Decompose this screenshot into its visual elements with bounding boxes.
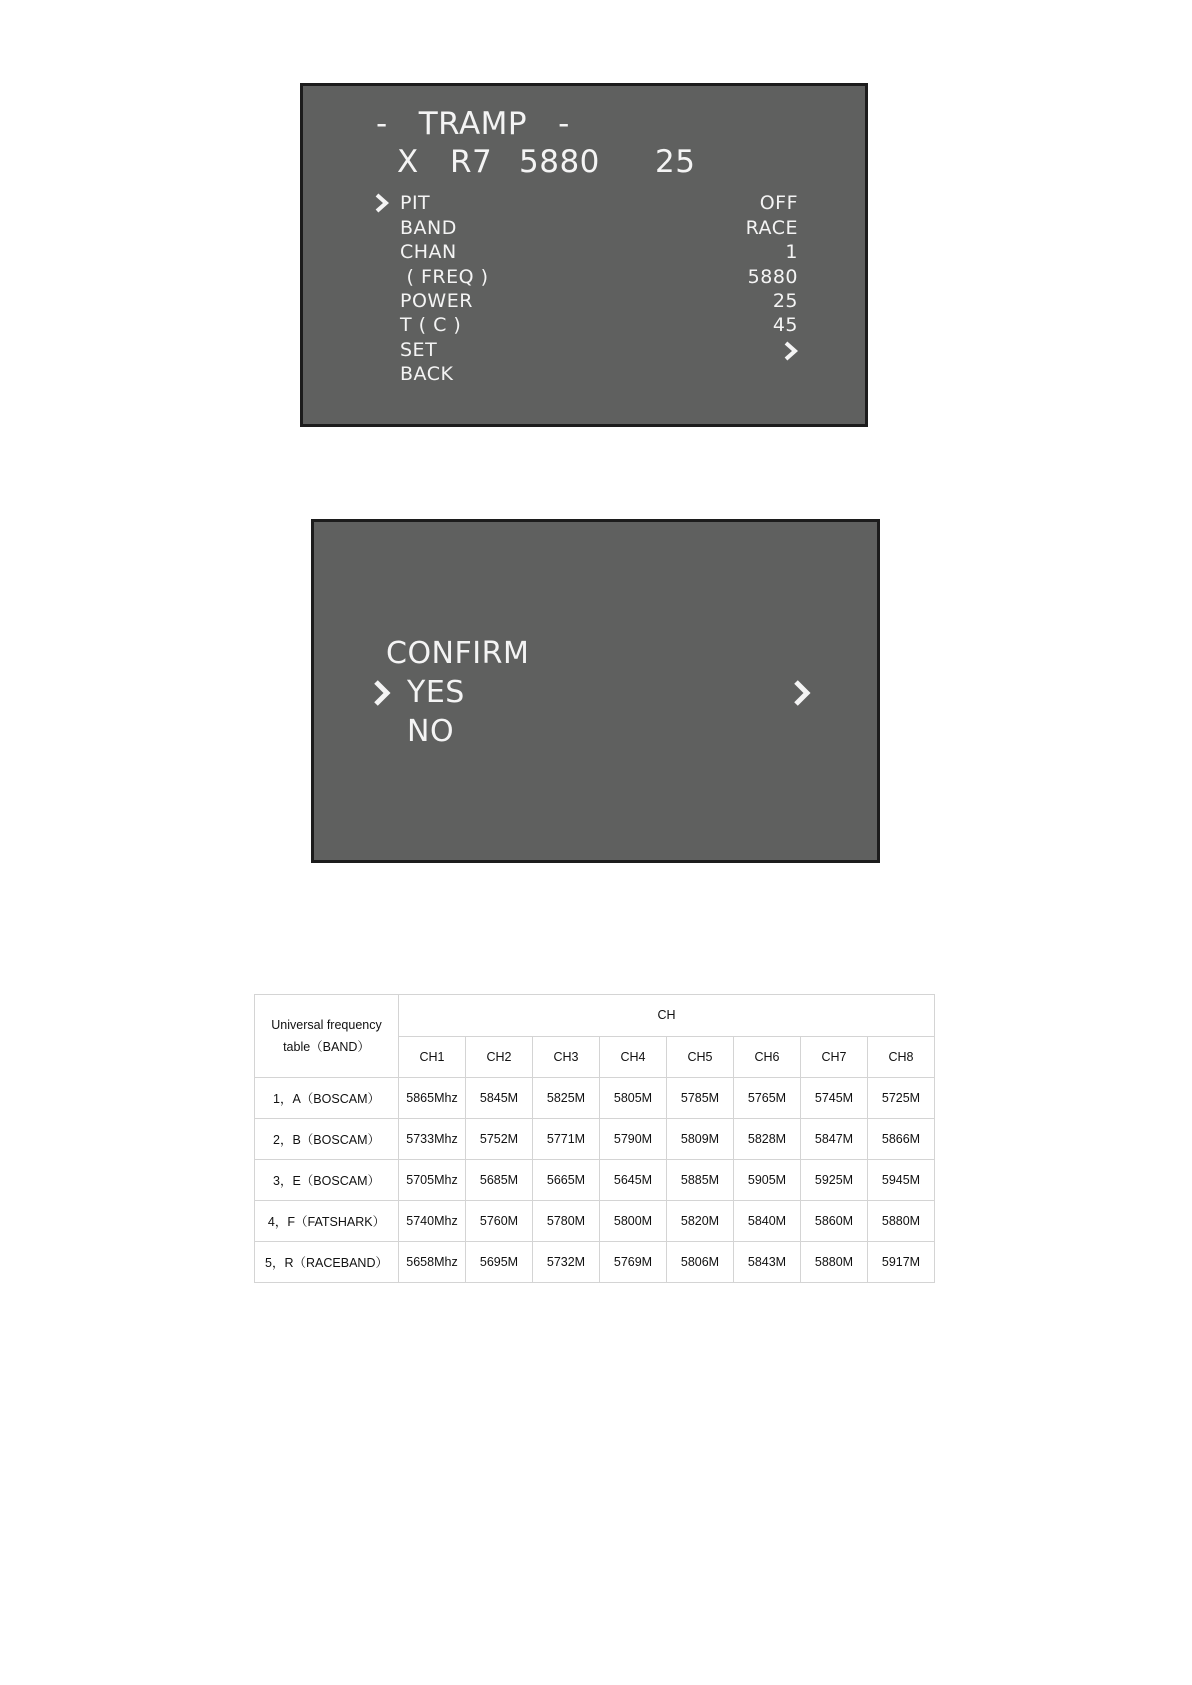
frequency-cell: 5860M	[801, 1201, 868, 1242]
frequency-cell: 5828M	[734, 1119, 801, 1160]
menu-item-label: SET	[400, 339, 438, 361]
menu-value-freq: 5880	[747, 266, 798, 288]
frequency-cell: 5765M	[734, 1078, 801, 1119]
frequency-cell: 5945M	[868, 1160, 935, 1201]
frequency-cell: 5725M	[868, 1078, 935, 1119]
band-cell: 1，A（BOSCAM）	[255, 1078, 399, 1119]
column-header: CH6	[734, 1036, 801, 1078]
menu-item-temperature	[400, 314, 461, 336]
table-row	[255, 1119, 935, 1160]
confirm-title: CONFIRM	[386, 636, 530, 671]
menu-item-label: POWER	[400, 290, 473, 312]
column-header: CH1	[399, 1036, 466, 1078]
frequency-cell: 5780M	[533, 1201, 600, 1242]
frequency-cell: 5800M	[600, 1201, 667, 1242]
frequency-cell: 5752M	[466, 1119, 533, 1160]
band-header-line: table（BAND）	[283, 1040, 370, 1054]
frequency-cell: 5880M	[801, 1242, 868, 1283]
frequency-cell: 5769M	[600, 1242, 667, 1283]
status-power: 25	[655, 144, 696, 180]
frequency-cell: 5845M	[466, 1078, 533, 1119]
frequency-cell: 5733Mhz	[399, 1119, 466, 1160]
frequency-cell: 5885M	[667, 1160, 734, 1201]
column-header: CH3	[533, 1036, 600, 1078]
table-header-row	[255, 995, 935, 1037]
frequency-cell: 5925M	[801, 1160, 868, 1201]
band-cell: 4，F（FATSHARK）	[255, 1201, 399, 1242]
band-header-line: Universal frequency	[271, 1018, 382, 1032]
band-cell: 5，R（RACEBAND）	[255, 1242, 399, 1283]
table-row	[255, 1078, 935, 1119]
ch-group-header: CH	[399, 995, 935, 1037]
menu-item-label: BACK	[400, 363, 454, 385]
frequency-cell: 5685M	[466, 1160, 533, 1201]
status-vtx-type: X	[397, 144, 419, 180]
menu-item-freq	[400, 266, 489, 288]
frequency-cell: 5665M	[533, 1160, 600, 1201]
menu-title: - TRAMP -	[376, 106, 570, 142]
menu-value-pit: OFF	[759, 192, 798, 214]
frequency-cell: 5732M	[533, 1242, 600, 1283]
menu-value-power: 25	[772, 290, 798, 312]
chevron-right-icon	[372, 679, 392, 707]
frequency-cell: 5645M	[600, 1160, 667, 1201]
osd-tramp-menu	[300, 83, 868, 427]
status-band-channel: R7	[450, 144, 493, 180]
band-cell: 2，B（BOSCAM）	[255, 1119, 399, 1160]
table-row	[255, 1160, 935, 1201]
menu-item-set[interactable]	[400, 339, 437, 361]
menu-item-chan[interactable]	[400, 241, 457, 263]
frequency-cell: 5843M	[734, 1242, 801, 1283]
frequency-cell: 5917M	[868, 1242, 935, 1283]
frequency-cell: 5805M	[600, 1078, 667, 1119]
frequency-cell: 5880M	[868, 1201, 935, 1242]
frequency-cell: 5760M	[466, 1201, 533, 1242]
band-cell: 3，E（BOSCAM）	[255, 1160, 399, 1201]
column-header: CH7	[801, 1036, 868, 1078]
menu-value-band: RACE	[745, 217, 798, 239]
frequency-cell: 5705Mhz	[399, 1160, 466, 1201]
frequency-cell: 5825M	[533, 1078, 600, 1119]
table-body	[255, 1078, 935, 1283]
frequency-cell: 5785M	[667, 1078, 734, 1119]
column-header: CH2	[466, 1036, 533, 1078]
frequency-cell: 5695M	[466, 1242, 533, 1283]
chevron-right-icon[interactable]	[783, 341, 798, 361]
menu-item-label: BAND	[400, 217, 457, 239]
frequency-cell: 5847M	[801, 1119, 868, 1160]
frequency-cell: 5866M	[868, 1119, 935, 1160]
frequency-cell: 5658Mhz	[399, 1242, 466, 1283]
menu-item-pit[interactable]	[400, 192, 430, 214]
frequency-cell: 5771M	[533, 1119, 600, 1160]
frequency-cell: 5745M	[801, 1078, 868, 1119]
column-header: CH5	[667, 1036, 734, 1078]
frequency-cell: 5806M	[667, 1242, 734, 1283]
band-header-cell	[255, 995, 399, 1078]
chevron-right-icon	[374, 193, 389, 213]
frequency-cell: 5865Mhz	[399, 1078, 466, 1119]
frequency-cell: 5840M	[734, 1201, 801, 1242]
menu-item-band[interactable]	[400, 217, 457, 239]
osd-confirm-dialog	[311, 519, 880, 863]
status-frequency: 5880	[519, 144, 600, 180]
menu-item-back[interactable]	[400, 363, 453, 385]
frequency-cell: 5790M	[600, 1119, 667, 1160]
menu-item-label: T ( C )	[400, 314, 462, 336]
frequency-cell: 5820M	[667, 1201, 734, 1242]
frequency-cell: 5905M	[734, 1160, 801, 1201]
menu-item-label: ( FREQ )	[400, 266, 489, 288]
menu-item-power[interactable]	[400, 290, 473, 312]
confirm-option-yes[interactable]: YES	[407, 675, 465, 710]
confirm-option-no[interactable]: NO	[407, 714, 455, 749]
column-header: CH4	[600, 1036, 667, 1078]
frequency-table	[254, 994, 935, 1283]
menu-item-label: PIT	[400, 192, 431, 214]
table-row	[255, 1201, 935, 1242]
column-header: CH8	[868, 1036, 935, 1078]
frequency-cell: 5809M	[667, 1119, 734, 1160]
menu-item-label: CHAN	[400, 241, 457, 263]
chevron-right-icon[interactable]	[792, 679, 812, 707]
frequency-cell: 5740Mhz	[399, 1201, 466, 1242]
table-row	[255, 1242, 935, 1283]
menu-value-temperature: 45	[772, 314, 798, 336]
menu-value-chan: 1	[785, 241, 798, 263]
